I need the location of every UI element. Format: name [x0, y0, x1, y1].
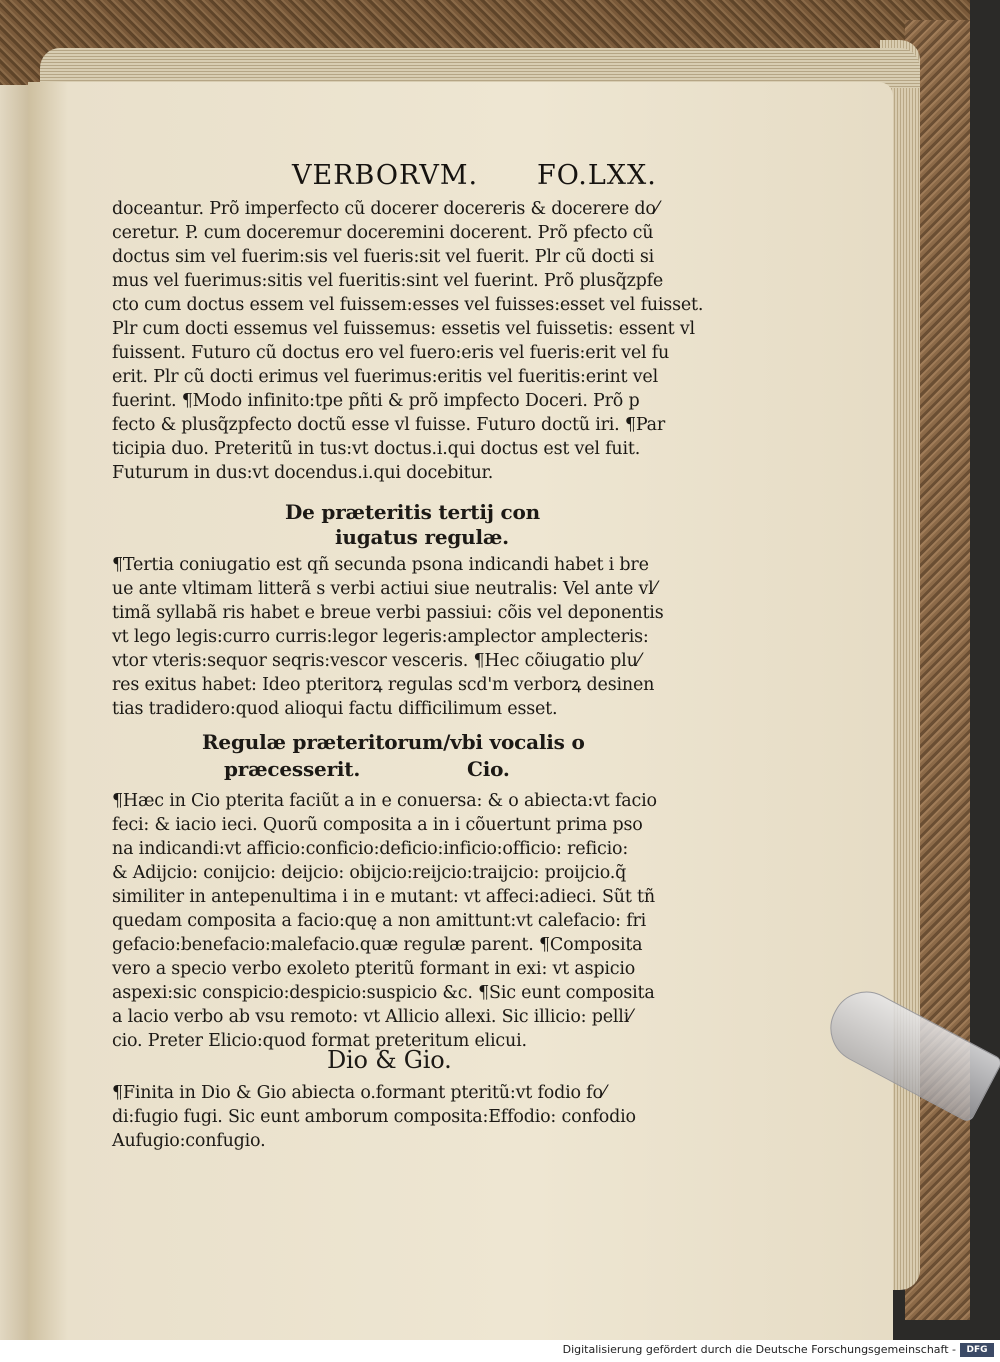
text-line: ¶Tertia coniugatio est qñ secunda psona indicandi habet i bre — [112, 555, 649, 575]
section-heading: Regulæ præteritorum/vbi vocalis o — [202, 730, 585, 754]
section-subheading: Cio. — [467, 757, 510, 781]
text-line: fuissent. Futuro cũ doctus ero vel fuero:eris vel fueris:erit vel fu — [112, 343, 670, 363]
page-header — [292, 160, 672, 194]
text-line: similiter in antepenultima i in e mutant: vt affeci:adieci. Sũt tñ — [112, 887, 655, 907]
text-line: res exitus habet: Ideo pteritorꝝ regulas scd'm verborꝝ desinen — [112, 675, 655, 695]
dfg-logo: DFG — [960, 1343, 994, 1357]
text-line: vtor vteris:sequor seqris:vescor vesceris. ¶Hec cõiugatio plu⁄ — [112, 651, 641, 671]
text-line: tias tradidero:quod alioqui factu difficilimum esset. — [112, 699, 558, 719]
text-line: di:fugio fugi. Sic eunt amborum composita:Effodio: confodio — [112, 1107, 636, 1127]
text-line: erit. Plr cũ docti erimus vel fuerimus:eritis vel fueritis:erint vel — [112, 367, 658, 387]
text-line: cio. Preter Elicio:quod format preteritum elicui. — [112, 1031, 527, 1051]
text-line: fecto & plusq̃zpfecto doctũ esse vl fuisse. Futuro doctũ iri. ¶Par — [112, 415, 666, 435]
folio-number: FO.LXX. — [537, 160, 657, 191]
text-line: na indicandi:vt afficio:conficio:deficio:inficio:officio: reficio: — [112, 839, 629, 859]
text-line: quedam composita a facio:quę a non amittunt:vt calefacio: fri — [112, 911, 647, 931]
section-heading: iugatus regulæ. — [335, 525, 509, 549]
facing-page-edge — [0, 85, 30, 1340]
text-line: Plr cum docti essemus vel fuissemus: essetis vel fuissetis: essent vl — [112, 319, 695, 339]
text-line: Futurum in dus:vt docendus.i.qui docebitur. — [112, 463, 494, 483]
text-line: doceantur. Prõ imperfecto cũ docerer docereris & docerere do⁄ — [112, 199, 659, 219]
text-line: feci: & iacio ieci. Quorũ composita a in i cõuertunt prima pso — [112, 815, 643, 835]
text-line: mus vel fuerimus:sitis vel fueritis:sint vel fuerint. Prõ plusq̃zpfe — [112, 271, 664, 291]
text-line: vt lego legis:curro curris:legor legeris:amplector amplecteris: — [112, 627, 649, 647]
text-line: ceretur. P. cum doceremur doceremini docerent. Prõ pfecto cũ — [112, 223, 654, 243]
text-line: aspexi:sic conspicio:despicio:suspicio &c. ¶Sic eunt composita — [112, 983, 655, 1003]
text-line: & Adijcio: conijcio: deijcio: obijcio:reijcio:traijcio: proijcio.q̃ — [112, 863, 627, 883]
text-line: fuerint. ¶Modo infinito:tpe pñti & prõ impfecto Doceri. Prõ p — [112, 391, 640, 411]
section-heading: Dio & Gio. — [327, 1046, 452, 1074]
text-line: vero a specio verbo exoleto pteritũ formant in exi: vt aspicio — [112, 959, 636, 979]
running-head: VERBORVM. — [292, 160, 479, 191]
text-line: doctus sim vel fuerim:sis vel fueris:sit vel fuerit. Plr cũ docti si — [112, 247, 654, 267]
text-line: cto cum doctus essem vel fuissem:esses vel fuisses:esset vel fuisset. — [112, 295, 704, 315]
text-line: ¶Hæc in Cio pterita faciũt a in e conuersa: & o abiecta:vt facio — [112, 791, 657, 811]
text-line: a lacio verbo ab vsu remoto: vt Allicio allexi. Sic illicio: pelli⁄ — [112, 1007, 632, 1027]
footer-bar — [0, 1340, 1000, 1362]
funding-credit: Digitalisierung gefördert durch die Deutsche Forschungsgemeinschaft - — [562, 1343, 956, 1356]
text-line: timã syllabã ris habet e breue verbi passiui: cõis vel deponentis — [112, 603, 664, 623]
section-heading: præcesserit. — [224, 757, 361, 781]
text-line: ¶Finita in Dio & Gio abiecta o.formant pteritũ:vt fodio fo⁄ — [112, 1083, 606, 1103]
text-line: Aufugio:confugio. — [112, 1131, 266, 1151]
text-line: ue ante vltimam litterã s verbi actiui siue neutralis: Vel ante vl⁄ — [112, 579, 657, 599]
text-line: ticipia duo. Preteritũ in tus:vt doctus.i.qui doctus est vel fuit. — [112, 439, 641, 459]
text-line: gefacio:benefacio:malefacio.quæ regulæ parent. ¶Composita — [112, 935, 643, 955]
section-heading: De præteritis tertij con — [285, 500, 541, 524]
